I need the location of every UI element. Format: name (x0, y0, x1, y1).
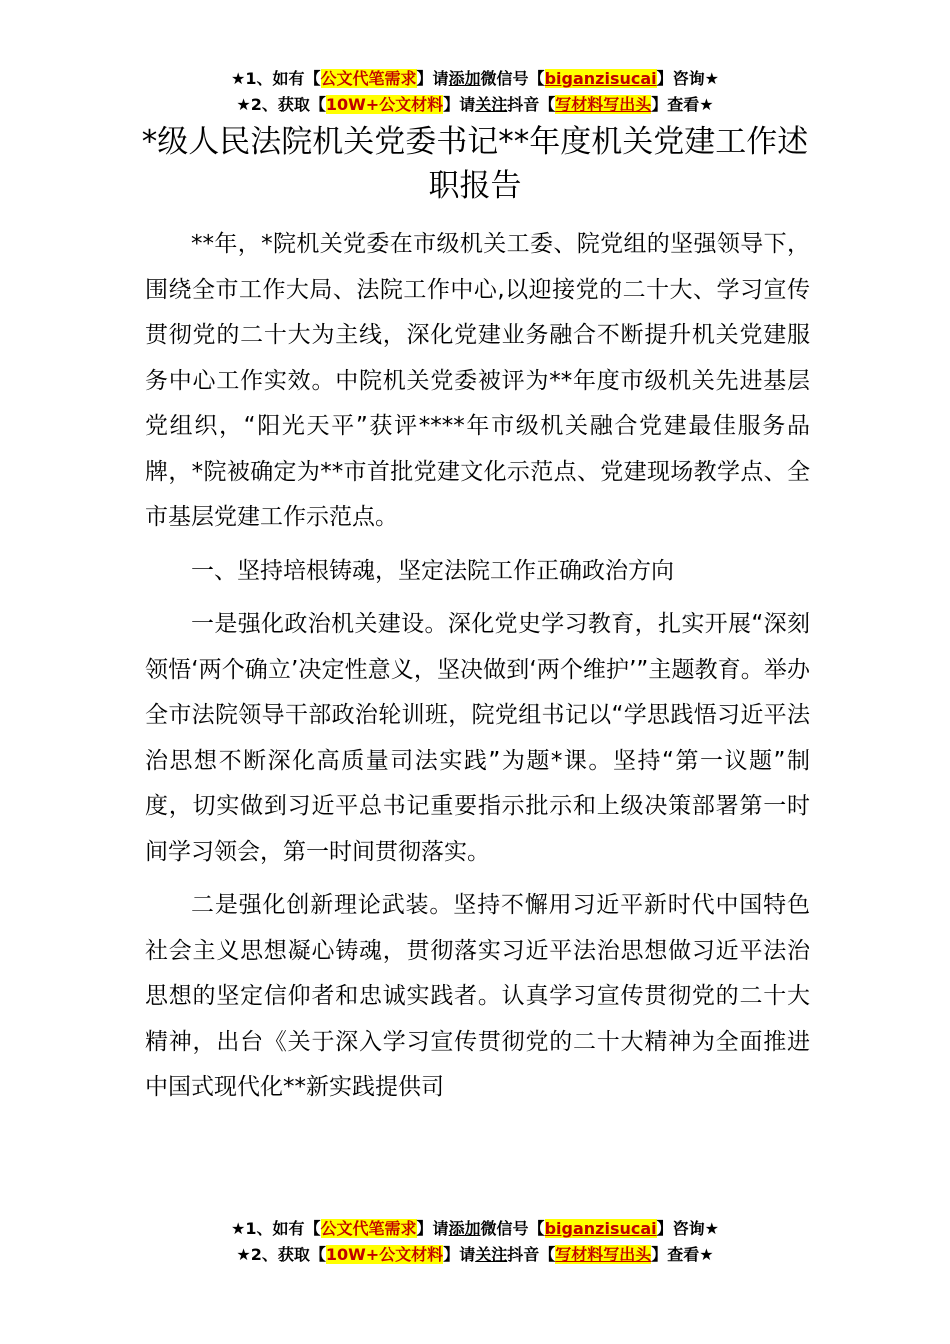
promo-banner-bottom (0, 1216, 950, 1268)
paragraph: 一是强化政治机关建设。深化党史学习教育，扎实开展“深刻领悟‘两个确立’决定性意义，坚决做到‘两个维护’”主题教育。举办全市法院领导干部政治轮训班，院党组书记以“学思践悟习近平法治思想不断深化高质量司法实践”为题*课。坚持“第一议题”制度，切实做到习近平总书记重要指示批示和上级决策部署第一时间学习领会，第一时间贯彻落实。 (145, 611, 810, 865)
promo-emphasis: 关注 (475, 95, 508, 114)
promo-line-2 (0, 92, 950, 118)
promo-emphasis: 添加 (448, 69, 481, 88)
promo-banner-top (0, 66, 950, 118)
promo-text: 】请 (443, 95, 476, 114)
section-heading: 一、坚持培根铸魂，坚定法院工作正确政治方向 (191, 557, 674, 584)
promo-text: 】咨询★ (656, 69, 719, 88)
promo-highlight: 10W+公文材料 (325, 95, 444, 114)
promo-text: 微信号【 (480, 69, 545, 88)
promo-text: 抖音【 (507, 1245, 556, 1264)
promo-text: 抖音【 (507, 95, 556, 114)
promo-highlight: 公文代笔需求 (320, 1219, 417, 1238)
promo-text: 】请 (443, 1245, 476, 1264)
promo-text: 】请 (416, 69, 449, 88)
document-title: *级人民法院机关党委书记**年度机关党建工作述职报告 (141, 124, 809, 204)
promo-douyin-id: 写材料写出头 (555, 95, 652, 114)
promo-text: ★2、获取【 (236, 1245, 326, 1264)
paragraph-intro: **年，*院机关党委在市级机关工委、院党组的坚强领导下，围绕全市工作大局、法院工作中心,以迎接党的二十大、学习宣传贯彻党的二十大为主线，深化党建业务融合不断提升机关党建服务中心工作实效。中院机关党委被评为**年度市级机关先进基层党组织，“阳光天平”获评****年市级机关融合党建最佳服务品牌，*院被确定为**市首批党建文化示范点、党建现场教学点、全市基层党建工作示范点。 (145, 231, 810, 530)
promo-douyin-id: 写材料写出头 (555, 1245, 652, 1264)
promo-wechat-id: biganzisucai (544, 69, 657, 88)
promo-text: ★1、如有【 (231, 1219, 321, 1238)
promo-line-1 (0, 66, 950, 92)
promo-emphasis: 添加 (448, 1219, 481, 1238)
promo-emphasis: 关注 (475, 1245, 508, 1264)
promo-text: ★2、获取【 (236, 95, 326, 114)
promo-text: 】查看★ (651, 95, 714, 114)
promo-text: 微信号【 (480, 1219, 545, 1238)
promo-line-1 (0, 1216, 950, 1242)
promo-line-2 (0, 1242, 950, 1268)
promo-highlight: 10W+公文材料 (325, 1245, 444, 1264)
promo-wechat-id: biganzisucai (544, 1219, 657, 1238)
promo-text: ★1、如有【 (231, 69, 321, 88)
promo-text: 】查看★ (651, 1245, 714, 1264)
promo-text: 】咨询★ (656, 1219, 719, 1238)
document-body (145, 222, 810, 1119)
paragraph: 二是强化创新理论武装。坚持不懈用习近平新时代中国特色社会主义思想凝心铸魂，贯彻落实习近平法治思想做习近平法治思想的坚定信仰者和忠诚实践者。认真学习宣传贯彻党的二十大精神，出台《关于深入学习宣传贯彻党的二十大精神为全面推进中国式现代化**新实践提供司 (145, 892, 810, 1100)
promo-text: 】请 (416, 1219, 449, 1238)
promo-highlight: 公文代笔需求 (320, 69, 417, 88)
